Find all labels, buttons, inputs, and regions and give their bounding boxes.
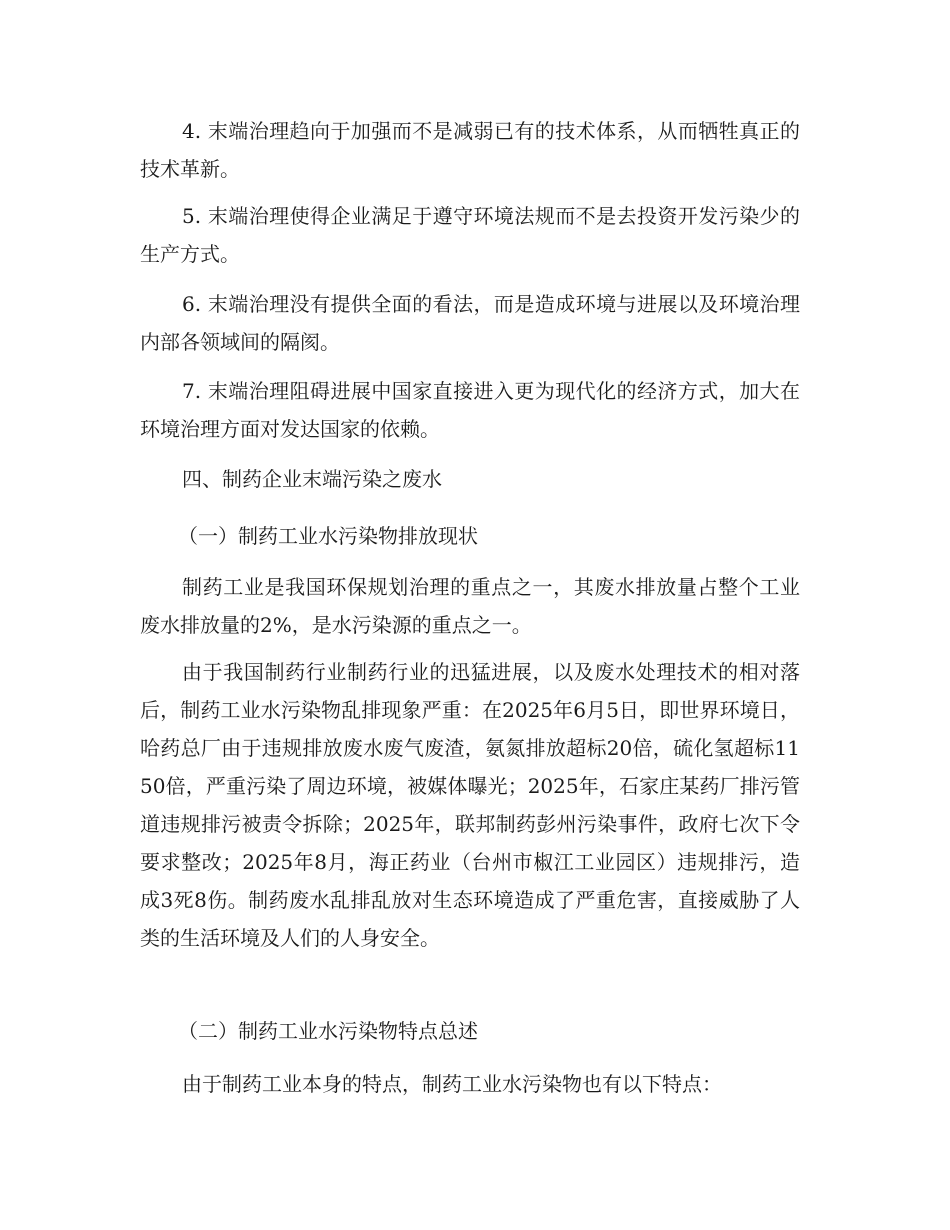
paragraph-point-4: 4. 末端治理趋向于加强而不是减弱已有的技术体系，从而牺牲真正的技术革新。 (140, 119, 800, 181)
subsection-heading-2: （二）制药工业水污染物特点总述 (178, 1019, 478, 1043)
subsection-heading-1: （一）制药工业水污染物排放现状 (178, 524, 478, 548)
paragraph-discharge-share: 制药工业是我国环保规划治理的重点之一，其废水排放量占整个工业废水排放量的2%，是水污染源的重点之一。 (140, 575, 800, 637)
section-heading: 四、制药企业末端污染之废水 (182, 467, 442, 491)
paragraph-pollution-incidents: 由于我国制药行业制药行业的迅猛进展，以及废水处理技术的相对落后，制药工业水污染物乱排现象严重：在2025年6月5日，即世界环境日，哈药总厂由于违规排放废水废气废渣，氨氮排放超标20倍，硫化氢超标1150倍，严重污染了周边环境，被媒体曝光；2025年，石家庄某药厂排污管道违规排污被责令拆除；2025年，联邦制药彭州污染事件，政府七次下令要求整改；2025年8月，海正药业（台州市椒江工业园区）违规排污，造成3死8伤。制药废水乱排乱放对生态环境造成了严重危害，直接威胁了人类的生活环境及人们的人身安全。 (140, 660, 800, 950)
paragraph-point-7: 7. 末端治理阻碍进展中国家直接进入更为现代化的经济方式，加大在环境治理方面对发达国家的依赖。 (140, 379, 800, 441)
paragraph-point-5: 5. 末端治理使得企业满足于遵守环境法规而不是去投资开发污染少的生产方式。 (140, 204, 800, 266)
paragraph-point-6: 6. 末端治理没有提供全面的看法，而是造成环境与进展以及环境治理内部各领域间的隔阂。 (140, 292, 800, 354)
paragraph-features-intro: 由于制药工业本身的特点，制药工业水污染物也有以下特点： (182, 1072, 722, 1096)
